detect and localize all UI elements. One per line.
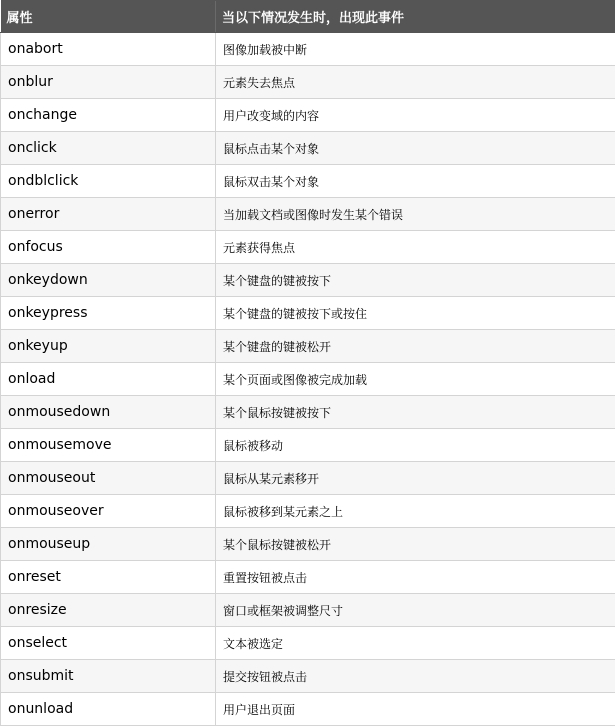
event-attribute-cell: onsubmit <box>1 660 216 693</box>
event-description-cell: 鼠标被移到某元素之上 <box>216 495 615 528</box>
event-description-cell: 重置按钮被点击 <box>216 561 615 594</box>
event-description-cell: 某个键盘的键被松开 <box>216 330 615 363</box>
event-attribute-cell: onkeypress <box>1 297 216 330</box>
event-attribute-cell: onunload <box>1 693 216 726</box>
table-row <box>1 231 615 264</box>
event-attribute-cell: onselect <box>1 627 216 660</box>
table-row <box>1 561 615 594</box>
table-row <box>1 264 615 297</box>
event-description-cell: 鼠标被移动 <box>216 429 615 462</box>
event-description-cell: 图像加载被中断 <box>216 33 615 66</box>
table-row <box>1 528 615 561</box>
event-description-cell: 文本被选定 <box>216 627 615 660</box>
event-attribute-cell: onload <box>1 363 216 396</box>
event-attribute-cell: onerror <box>1 198 216 231</box>
table-row <box>1 660 615 693</box>
header-row <box>1 1 615 33</box>
event-description-cell: 元素获得焦点 <box>216 231 615 264</box>
event-description-cell: 元素失去焦点 <box>216 66 615 99</box>
event-description-cell: 某个页面或图像被完成加载 <box>216 363 615 396</box>
event-description-cell: 鼠标点击某个对象 <box>216 132 615 165</box>
event-attribute-cell: onreset <box>1 561 216 594</box>
event-attribute-cell: onchange <box>1 99 216 132</box>
table-row <box>1 429 615 462</box>
event-attribute-cell: onresize <box>1 594 216 627</box>
event-description-cell: 提交按钮被点击 <box>216 660 615 693</box>
table-row <box>1 396 615 429</box>
event-attribute-cell: ondblclick <box>1 165 216 198</box>
event-description-cell: 某个键盘的键被按下 <box>216 264 615 297</box>
event-attribute-cell: onkeyup <box>1 330 216 363</box>
table-body <box>1 33 615 726</box>
event-description-cell: 某个键盘的键被按下或按住 <box>216 297 615 330</box>
event-description-cell: 当加载文档或图像时发生某个错误 <box>216 198 615 231</box>
table-row <box>1 66 615 99</box>
table-row <box>1 693 615 726</box>
event-description-cell: 鼠标双击某个对象 <box>216 165 615 198</box>
table-row <box>1 627 615 660</box>
header-description: 当以下情况发生时，出现此事件 <box>216 1 615 33</box>
event-description-cell: 某个鼠标按键被松开 <box>216 528 615 561</box>
header-attribute: 属性 <box>1 1 216 33</box>
event-attribute-cell: onblur <box>1 66 216 99</box>
event-attribute-cell: onmouseout <box>1 462 216 495</box>
table-header <box>1 1 615 33</box>
table-row <box>1 495 615 528</box>
event-description-cell: 鼠标从某元素移开 <box>216 462 615 495</box>
event-attribute-cell: onfocus <box>1 231 216 264</box>
table-row <box>1 363 615 396</box>
table-row <box>1 165 615 198</box>
event-attribute-cell: onmouseover <box>1 495 216 528</box>
table-row <box>1 462 615 495</box>
table-row <box>1 330 615 363</box>
event-attribute-cell: onclick <box>1 132 216 165</box>
event-attribute-cell: onabort <box>1 33 216 66</box>
event-description-cell: 用户改变域的内容 <box>216 99 615 132</box>
table-row <box>1 132 615 165</box>
table-row <box>1 297 615 330</box>
table-row <box>1 594 615 627</box>
event-attribute-cell: onmouseup <box>1 528 216 561</box>
event-description-cell: 某个鼠标按键被按下 <box>216 396 615 429</box>
event-description-cell: 用户退出页面 <box>216 693 615 726</box>
table-row <box>1 33 615 66</box>
event-attribute-cell: onkeydown <box>1 264 216 297</box>
table-row <box>1 99 615 132</box>
event-attribute-cell: onmousemove <box>1 429 216 462</box>
event-description-cell: 窗口或框架被调整尺寸 <box>216 594 615 627</box>
event-attribute-cell: onmousedown <box>1 396 216 429</box>
table-row <box>1 198 615 231</box>
